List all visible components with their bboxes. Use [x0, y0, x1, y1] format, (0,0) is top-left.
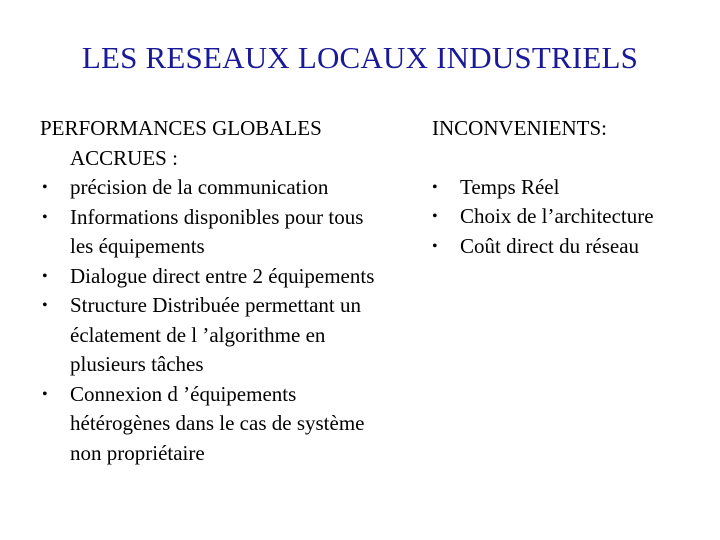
list-item-text: Coût direct du réseau: [460, 233, 640, 258]
list-item-text: Temps Réel: [460, 174, 560, 199]
list-item: [40, 291, 425, 380]
list-item-text: précision de la communication: [70, 175, 329, 199]
performances-heading: [40, 114, 425, 173]
bullet-icon: •: [42, 179, 48, 196]
bullet-icon: •: [42, 267, 48, 285]
list-item: [40, 203, 425, 262]
list-item-text: Structure Distribuée permettant un: [70, 293, 361, 317]
bullet-icon: •: [42, 385, 48, 403]
bullet-icon: •: [42, 208, 48, 226]
list-item-text: non propriétaire: [70, 440, 205, 465]
bullet-icon: •: [42, 297, 48, 314]
list-item: [40, 380, 425, 469]
bullet-icon: •: [432, 208, 438, 225]
performances-heading-line2: ACCRUES :: [70, 145, 178, 170]
list-item-text: Choix de l’architecture: [460, 204, 654, 228]
performances-column: [40, 114, 425, 468]
list-item: [40, 262, 425, 292]
list-item-text: Dialogue direct entre 2 équipements: [70, 263, 375, 288]
list-item: [432, 232, 717, 262]
list-item-text: les équipements: [70, 234, 205, 258]
list-item-text: éclatement de l ’algorithme en: [70, 322, 326, 347]
bullet-icon: •: [432, 178, 438, 196]
list-item-text: hétérogènes dans le cas de système: [70, 411, 365, 435]
list-item: [432, 173, 717, 203]
list-item-text: Informations disponibles pour tous: [70, 204, 364, 229]
inconvenients-column: [432, 114, 717, 261]
bullet-icon: •: [432, 237, 438, 255]
slide-title: LES RESEAUX LOCAUX INDUSTRIELS: [81, 40, 639, 75]
list-item: [432, 202, 717, 232]
list-item-text: Connexion d ’équipements: [70, 381, 297, 406]
performances-heading-line1: PERFORMANCES GLOBALES: [40, 116, 322, 140]
list-item: [40, 173, 425, 203]
list-item-text: plusieurs tâches: [70, 352, 204, 376]
inconvenients-heading: INCONVENIENTS:: [432, 116, 607, 140]
